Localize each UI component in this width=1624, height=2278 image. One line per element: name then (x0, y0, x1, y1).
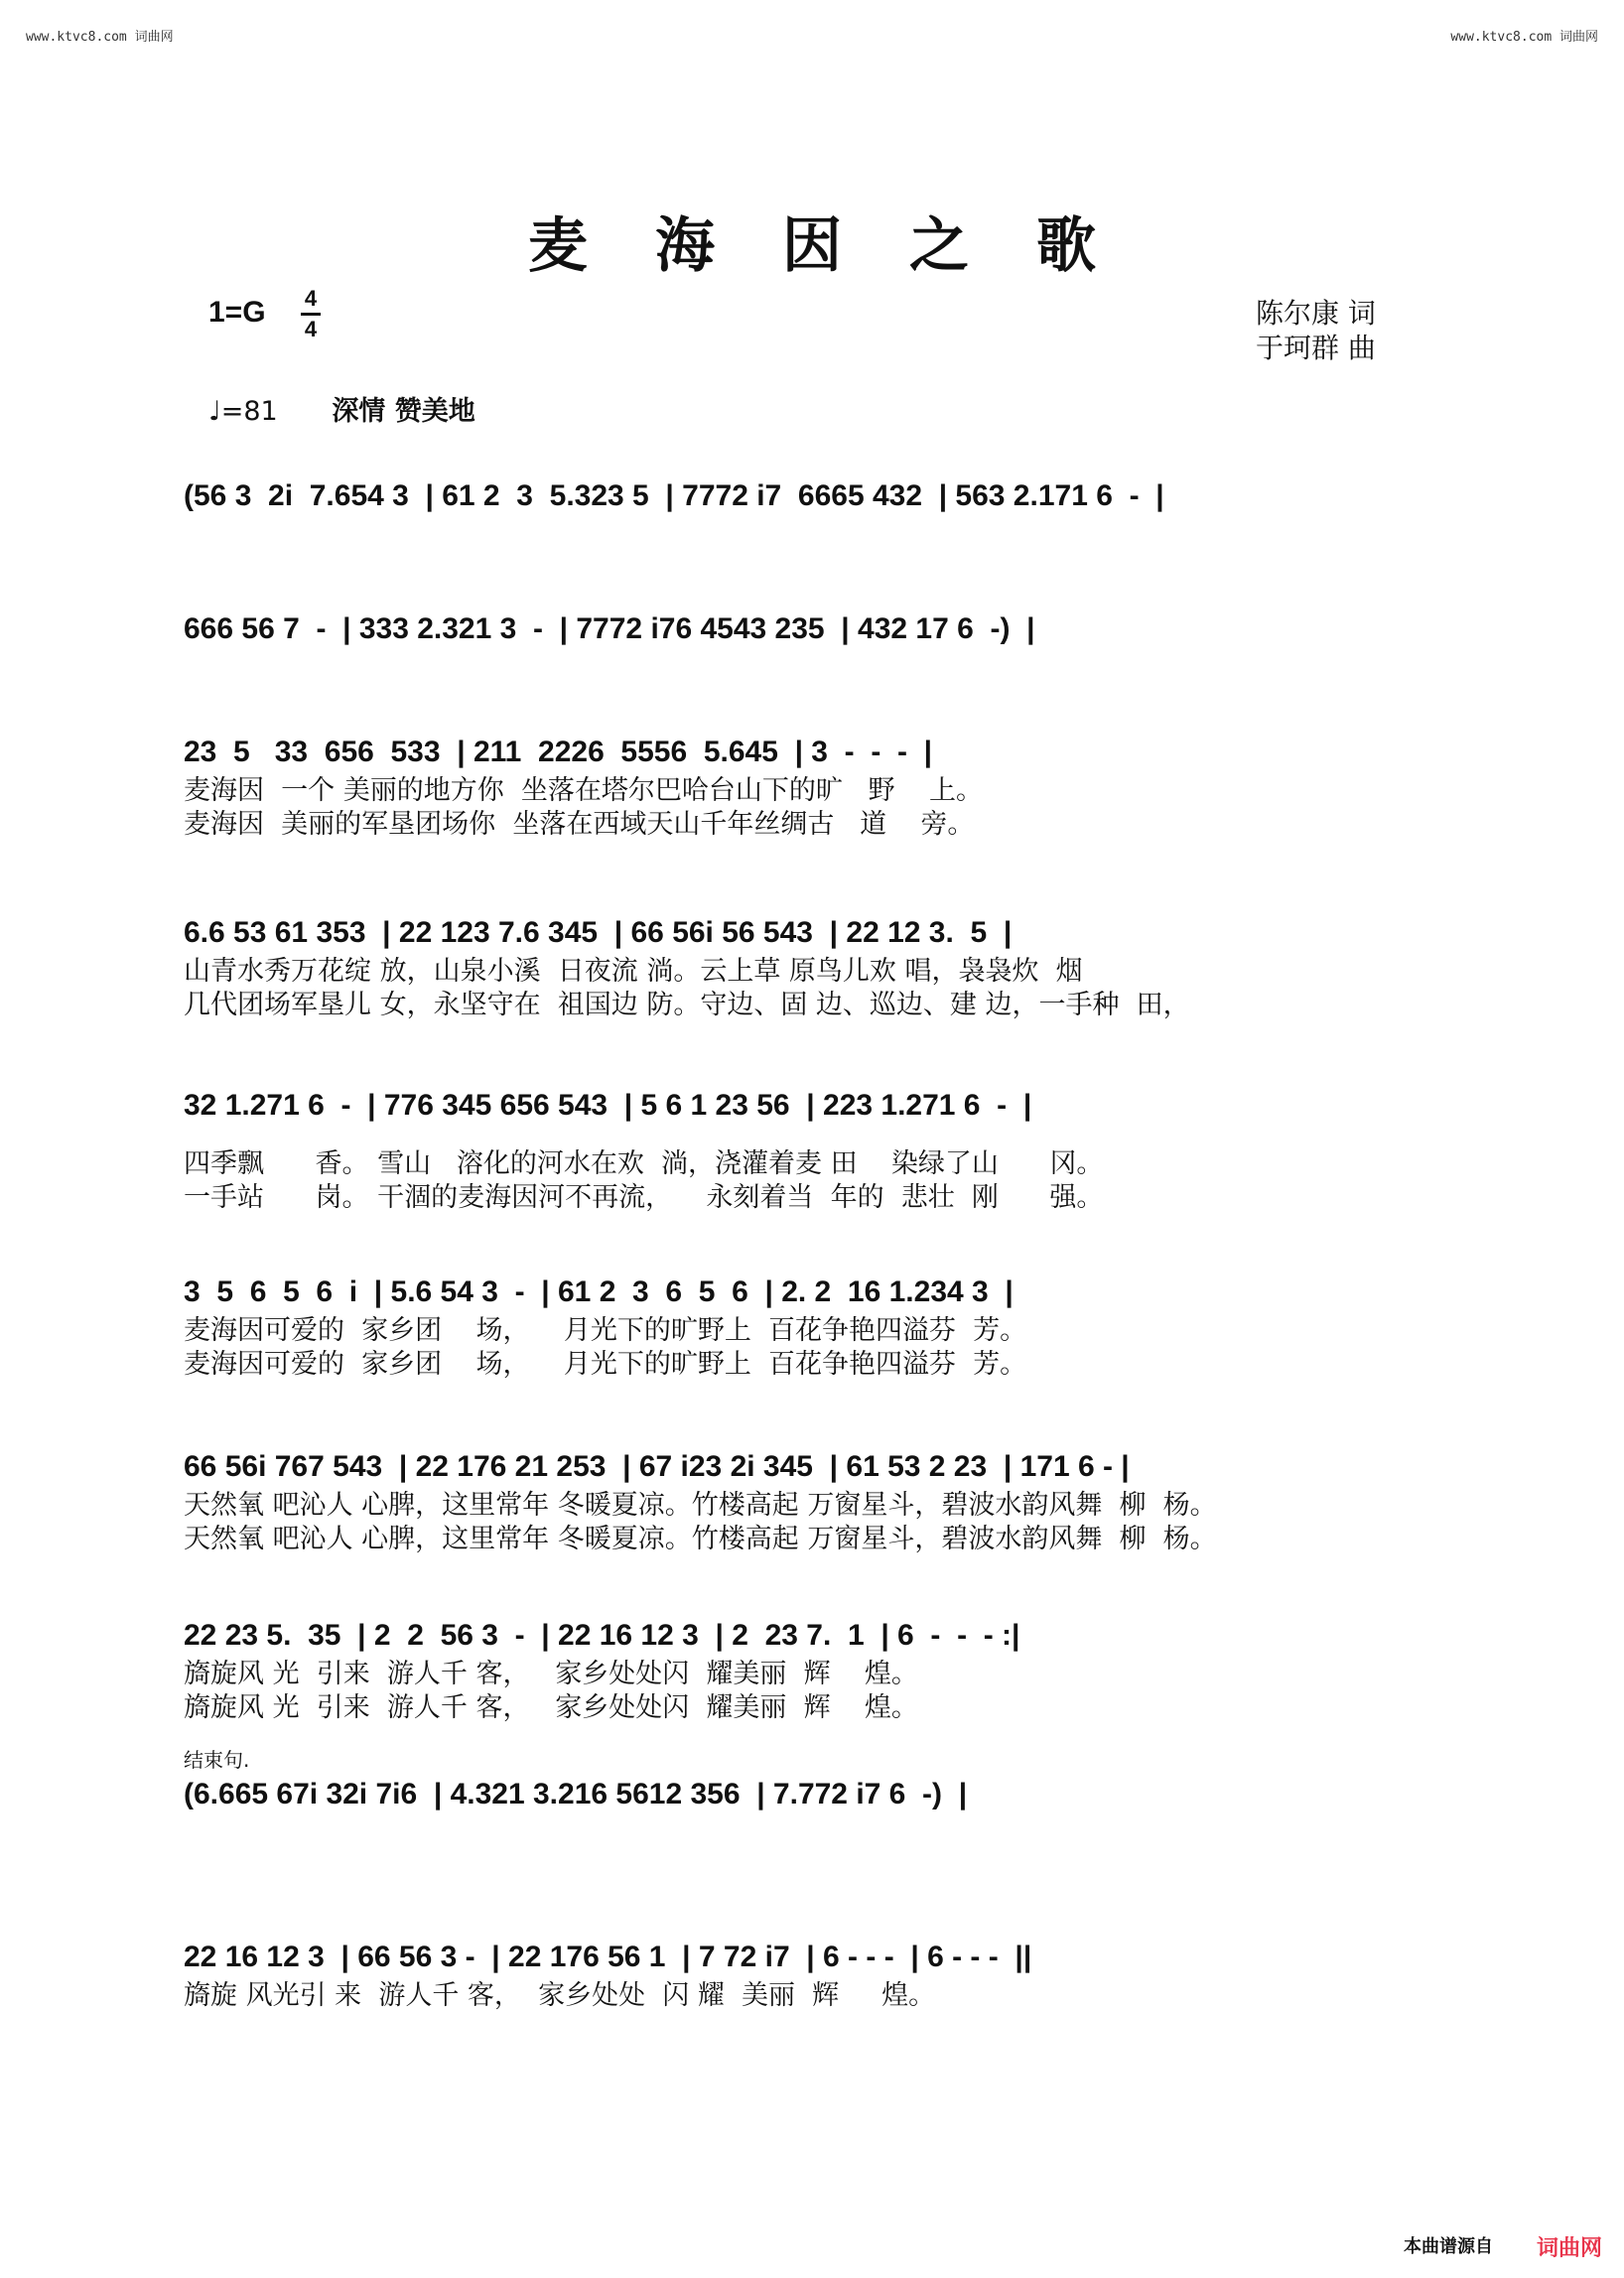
ending-label: 结束句. (184, 1748, 250, 1772)
lyricist: 陈尔康 词 (1256, 297, 1376, 330)
notes-line-5: 32 1.271 6 - | 776 345 656 543 | 5 6 1 23 56 | 223 1.271 6 - | (184, 1089, 1032, 1122)
time-bottom: 4 (304, 317, 318, 341)
notes-line-10: 22 16 12 3 | 66 56 3 - | 22 176 56 1 | 7 72 i7 | 6 - - - | 6 - - - || (184, 1941, 1032, 1973)
site-header-left: www.ktvc8.com 词曲网 (26, 30, 174, 45)
lyric-line-4-verse-1: 山青水秀万花绽 放，山泉小溪 日夜流 淌。云上草 原鸟儿欢 唱，袅袅炊 烟 (184, 956, 1083, 987)
notes-line-7: 66 56i 767 543 | 22 176 21 253 | 67 i23 2i 345 | 61 53 2 23 | 171 6 - | (184, 1450, 1130, 1483)
notes-line-8: 22 23 5. 35 | 2 2 56 3 - | 22 16 12 3 | 2 23 7. 1 | 6 - - - :| (184, 1619, 1020, 1652)
lyric-line-7-verse-1: 天然氧 吧沁人 心脾，这里常年 冬暖夏凉。竹楼高起 万窗星斗，碧波水韵风舞 柳 杨。 (184, 1490, 1217, 1521)
tempo-value: ♩=81 (208, 396, 278, 427)
footer-logo[interactable]: 词曲网 (1536, 2236, 1602, 2261)
credits (1256, 296, 1376, 365)
composer: 于珂群 曲 (1256, 332, 1376, 364)
lyric-line-5-verse-1: 四季飘 香。 雪山 溶化的河水在欢 淌，浇灌着麦 田 染绿了山 冈。 (184, 1148, 1104, 1179)
line-5 (184, 1084, 1444, 1215)
notes-line-4: 6.6 53 61 353 | 22 123 7.6 345 | 66 56i 56 543 | 22 12 3. 5 | (184, 916, 1013, 949)
notes-line-6: 3 5 6 5 6 i | 5.6 54 3 - | 61 2 3 6 5 6 | 2. 2 16 1.234 3 | (184, 1275, 1014, 1308)
key-signature: 1=G (208, 296, 266, 329)
expression-style: 深情 赞美地 (332, 396, 475, 427)
line-4 (184, 911, 1444, 1022)
lyric-line-8-verse-1: 旖旋风 光 引来 游人千 客， 家乡处处闪 耀美丽 辉 煌。 (184, 1659, 918, 1689)
lyric-line-7-verse-2: 天然氧 吧沁人 心脾，这里常年 冬暖夏凉。竹楼高起 万窗星斗，碧波水韵风舞 柳 杨。 (184, 1524, 1217, 1554)
time-signature (301, 286, 321, 342)
site-header-right: www.ktvc8.com 词曲网 (1450, 30, 1598, 45)
notes-line-3: 23 5 33 656 533 | 211 2226 5556 5.645 | 3 - - - | (184, 736, 933, 768)
line-3 (184, 731, 1444, 842)
line-1 (184, 474, 1444, 518)
notes-line-2: 666 56 7 - | 333 2.321 3 - | 7772 i76 4543 235 | 432 17 6 -) | (184, 612, 1035, 645)
line-2 (184, 607, 1444, 651)
notes-line-9: (6.665 67i 32i 7i6 | 4.321 3.216 5612 356 | 7.772 i7 6 -) | (184, 1778, 968, 1810)
line-8 (184, 1614, 1444, 1725)
lyric-line-10-verse-1: 旖旋 风光引 来 游人千 客， 家乡处处 闪 耀 美丽 辉 煌。 (184, 1980, 936, 2011)
lyric-line-5-verse-2: 一手站 岗。 干涸的麦海因河不再流， 永刻着当 年的 悲壮 刚 强。 (184, 1182, 1104, 1213)
lyric-line-8-verse-2: 旖旋风 光 引来 游人千 客， 家乡处处闪 耀美丽 辉 煌。 (184, 1692, 918, 1723)
lyric-line-6-verse-2: 麦海因可爱的 家乡团 场， 月光下的旷野上 百花争艳四溢芬 芳。 (184, 1349, 1027, 1380)
time-top: 4 (304, 286, 318, 311)
line-6 (184, 1271, 1444, 1382)
lyric-line-3-verse-2: 麦海因 美丽的军垦团场你 坐落在西域天山千年丝绸古 道 旁。 (184, 809, 975, 840)
notes-line-1: (56 3 2i 7.654 3 | 61 2 3 5.323 5 | 7772 i7 6665 432 | 563 2.171 6 - | (184, 479, 1164, 512)
line-9 (184, 1747, 1444, 1816)
tempo-marking (208, 389, 475, 428)
lyric-line-6-verse-1: 麦海因可爱的 家乡团 场， 月光下的旷野上 百花争艳四溢芬 芳。 (184, 1315, 1027, 1346)
lyric-line-3-verse-1: 麦海因 一个 美丽的地方你 坐落在塔尔巴哈台山下的旷 野 上。 (184, 775, 983, 806)
song-title: 麦海因之歌 (528, 211, 1163, 282)
footer-source-label: 本曲谱源自 (1404, 2236, 1493, 2257)
lyric-line-4-verse-2: 几代团场军垦儿 女，永坚守在 祖国边 防。守边、固 边、巡边、建 边，一手种 田， (184, 990, 1190, 1020)
line-10 (184, 1936, 1444, 2013)
line-7 (184, 1445, 1444, 1556)
